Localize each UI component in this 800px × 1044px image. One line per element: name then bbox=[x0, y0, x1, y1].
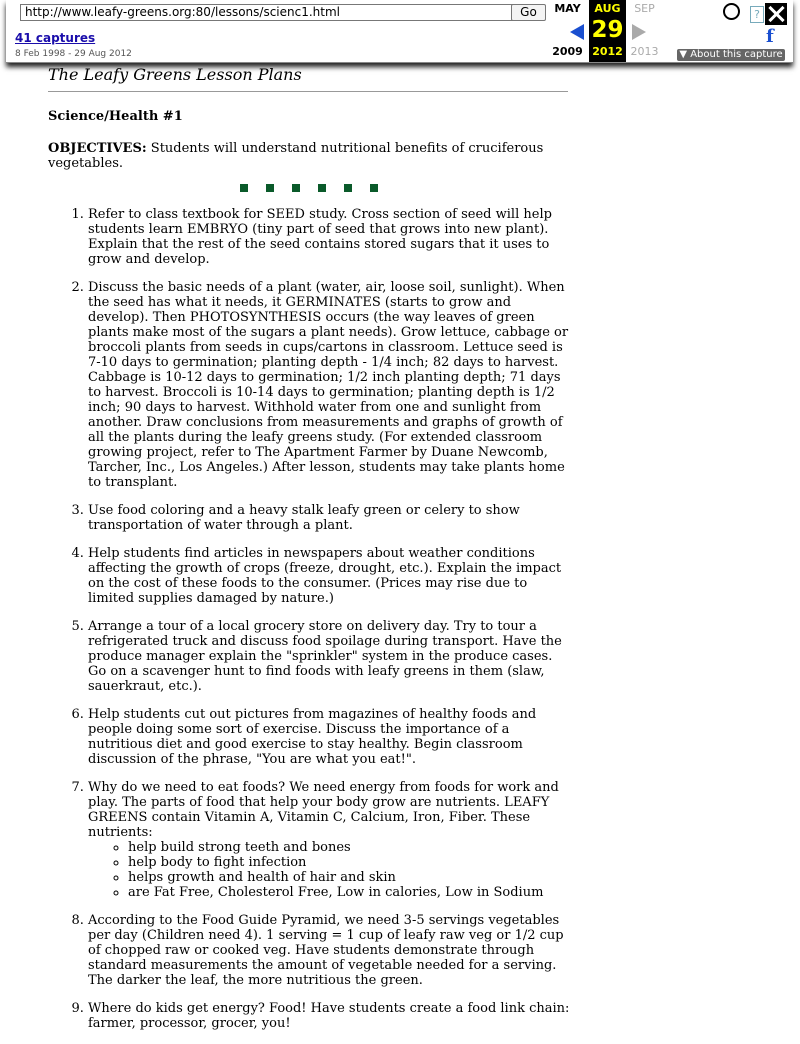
url-input[interactable]: http://www.leafy-greens.org:80/lessons/scienc1.html bbox=[20, 4, 514, 21]
current-day-label: 29 bbox=[591, 17, 624, 43]
close-icon[interactable] bbox=[765, 3, 787, 25]
lesson-item: 5. Arrange a tour of a local grocery store on delivery day. Try to tour a refrigerated truck and discuss food spoilage during transport. Have the produce manager explain the "sprinkler" system in the produce cases. Go on a scavenger hunt to find foods with leafy greens in them (slaw, sauerkraut, etc.). bbox=[88, 619, 570, 694]
prev-year-label[interactable]: 2009 bbox=[552, 45, 583, 58]
decorative-squares bbox=[237, 184, 397, 194]
objectives-label: OBJECTIVES: bbox=[48, 141, 147, 156]
next-capture-column[interactable] bbox=[626, 0, 663, 62]
nutrients-list bbox=[88, 840, 570, 900]
lesson-item bbox=[88, 780, 570, 900]
lesson-heading: Science/Health #1 bbox=[48, 109, 183, 124]
lesson-item: 6. Help students cut out pictures from magazines of healthy foods and people doing some sort of exercise. Discuss the importance of a nutritious diet and good exercise to stay healthy. Begin classroom discussion of the phrase, "You are what you eat!". bbox=[88, 707, 570, 767]
about-capture-button[interactable]: ▼ About this capture bbox=[677, 49, 785, 61]
nutrient-item: ◦ are Fat Free, Cholesterol Free, Low in calories, Low in Sodium bbox=[128, 885, 570, 900]
nutrient-item: ◦ helps growth and health of hair and skin bbox=[128, 870, 570, 885]
nutrient-item: ◦ help build strong teeth and bones bbox=[128, 840, 570, 855]
lesson-item: 2. Discuss the basic needs of a plant (water, air, loose soil, sunlight). When the seed has what it needs, it GERMINATES (starts to grow and develop). Then PHOTOSYNTHESIS occurs (the way leaves of green plants make most of the sugars a plant needs). Grow lettuce, cabbage or broccoli plants from seeds in cups/cartons in classroom. Lettuce seed is 7-10 days to germination; planting depth - 1/4 inch; 82 days to harvest. Cabbage is 10-12 days to germination; 1/2 inch planting depth; 71 days to harvest. Broccoli is 10-14 days to germination; planting depth is 1/2 inch; 90 days to harvest. Withhold water from one and sunlight from another. Draw conclusions from measurements and graphs of growth of all the plants during the leafy greens study. (For extended classroom growing project, refer to The Apartment Farmer by Duane Newcomb, Tarcher, Inc., Los Angeles.) After lesson, students may take plants home to transplant. bbox=[88, 280, 570, 490]
square-icon bbox=[318, 184, 326, 192]
objectives bbox=[48, 141, 568, 171]
next-month-label: SEP bbox=[634, 2, 655, 15]
page-title: The Leafy Greens Lesson Plans bbox=[48, 65, 302, 84]
current-capture-column bbox=[589, 0, 626, 62]
circle-icon[interactable] bbox=[723, 3, 740, 20]
prev-arrow-icon[interactable] bbox=[570, 24, 584, 40]
wayback-toolbar bbox=[6, 0, 793, 63]
lesson-item-text: Why do we need to eat foods? We need energy from foods for work and play. The parts of food that help your body grow are nutrients. LEAFY GREENS contain Vitamin A, Vitamin C, Calcium, Iron, Fiber. These nutrients: bbox=[88, 780, 559, 840]
objectives-text: Students will understand nutritional benefits of cruciferous vegetables. bbox=[48, 141, 544, 171]
facebook-icon[interactable]: f bbox=[766, 26, 774, 47]
capture-date-range: 8 Feb 1998 - 29 Aug 2012 bbox=[15, 49, 132, 59]
lesson-list bbox=[48, 207, 570, 1044]
current-year-label: 2012 bbox=[592, 45, 623, 58]
square-icon bbox=[344, 184, 352, 192]
square-icon bbox=[370, 184, 378, 192]
go-button[interactable]: Go bbox=[511, 4, 546, 21]
square-icon bbox=[240, 184, 248, 192]
captures-link[interactable]: 41 captures bbox=[15, 31, 96, 45]
help-icon[interactable]: ? bbox=[750, 6, 764, 23]
next-year-label[interactable]: 2013 bbox=[630, 45, 659, 58]
lesson-item: 3. Use food coloring and a heavy stalk leafy green or celery to show transportation of water through a plant. bbox=[88, 503, 570, 533]
next-arrow-icon[interactable] bbox=[632, 24, 646, 40]
prev-capture-column[interactable] bbox=[549, 0, 586, 62]
lesson-item: 8. According to the Food Guide Pyramid, we need 3-5 servings vegetables per day (Children need 4). 1 serving = 1 cup of leafy raw veg or 1/2 cup of chopped raw or cooked veg. Have students demonstrate through standard measurements the amount of vegetable needed for a serving. The darker the leaf, the more nutritious the green. bbox=[88, 913, 570, 988]
square-icon bbox=[292, 184, 300, 192]
square-icon bbox=[266, 184, 274, 192]
lesson-item: 9. Where do kids get energy? Food! Have students create a food link chain: farmer, processor, grocer, you! bbox=[88, 1001, 570, 1031]
lesson-item: 1. Refer to class textbook for SEED study. Cross section of seed will help students learn EMBRYO (tiny part of seed that grows into new plant). Explain that the rest of the seed contains stored sugars that it uses to grow and develop. bbox=[88, 207, 570, 267]
current-month-label: AUG bbox=[594, 2, 621, 15]
nutrient-item: ◦ help body to fight infection bbox=[128, 855, 570, 870]
lesson-item: 4. Help students find articles in newspapers about weather conditions affecting the growth of crops (freeze, drought, etc.). Explain the impact on the cost of these foods to the consumer. (Prices may rise due to limited supplies damaged by nature.) bbox=[88, 546, 570, 606]
divider bbox=[48, 91, 568, 92]
prev-month-label: MAY bbox=[554, 2, 581, 15]
